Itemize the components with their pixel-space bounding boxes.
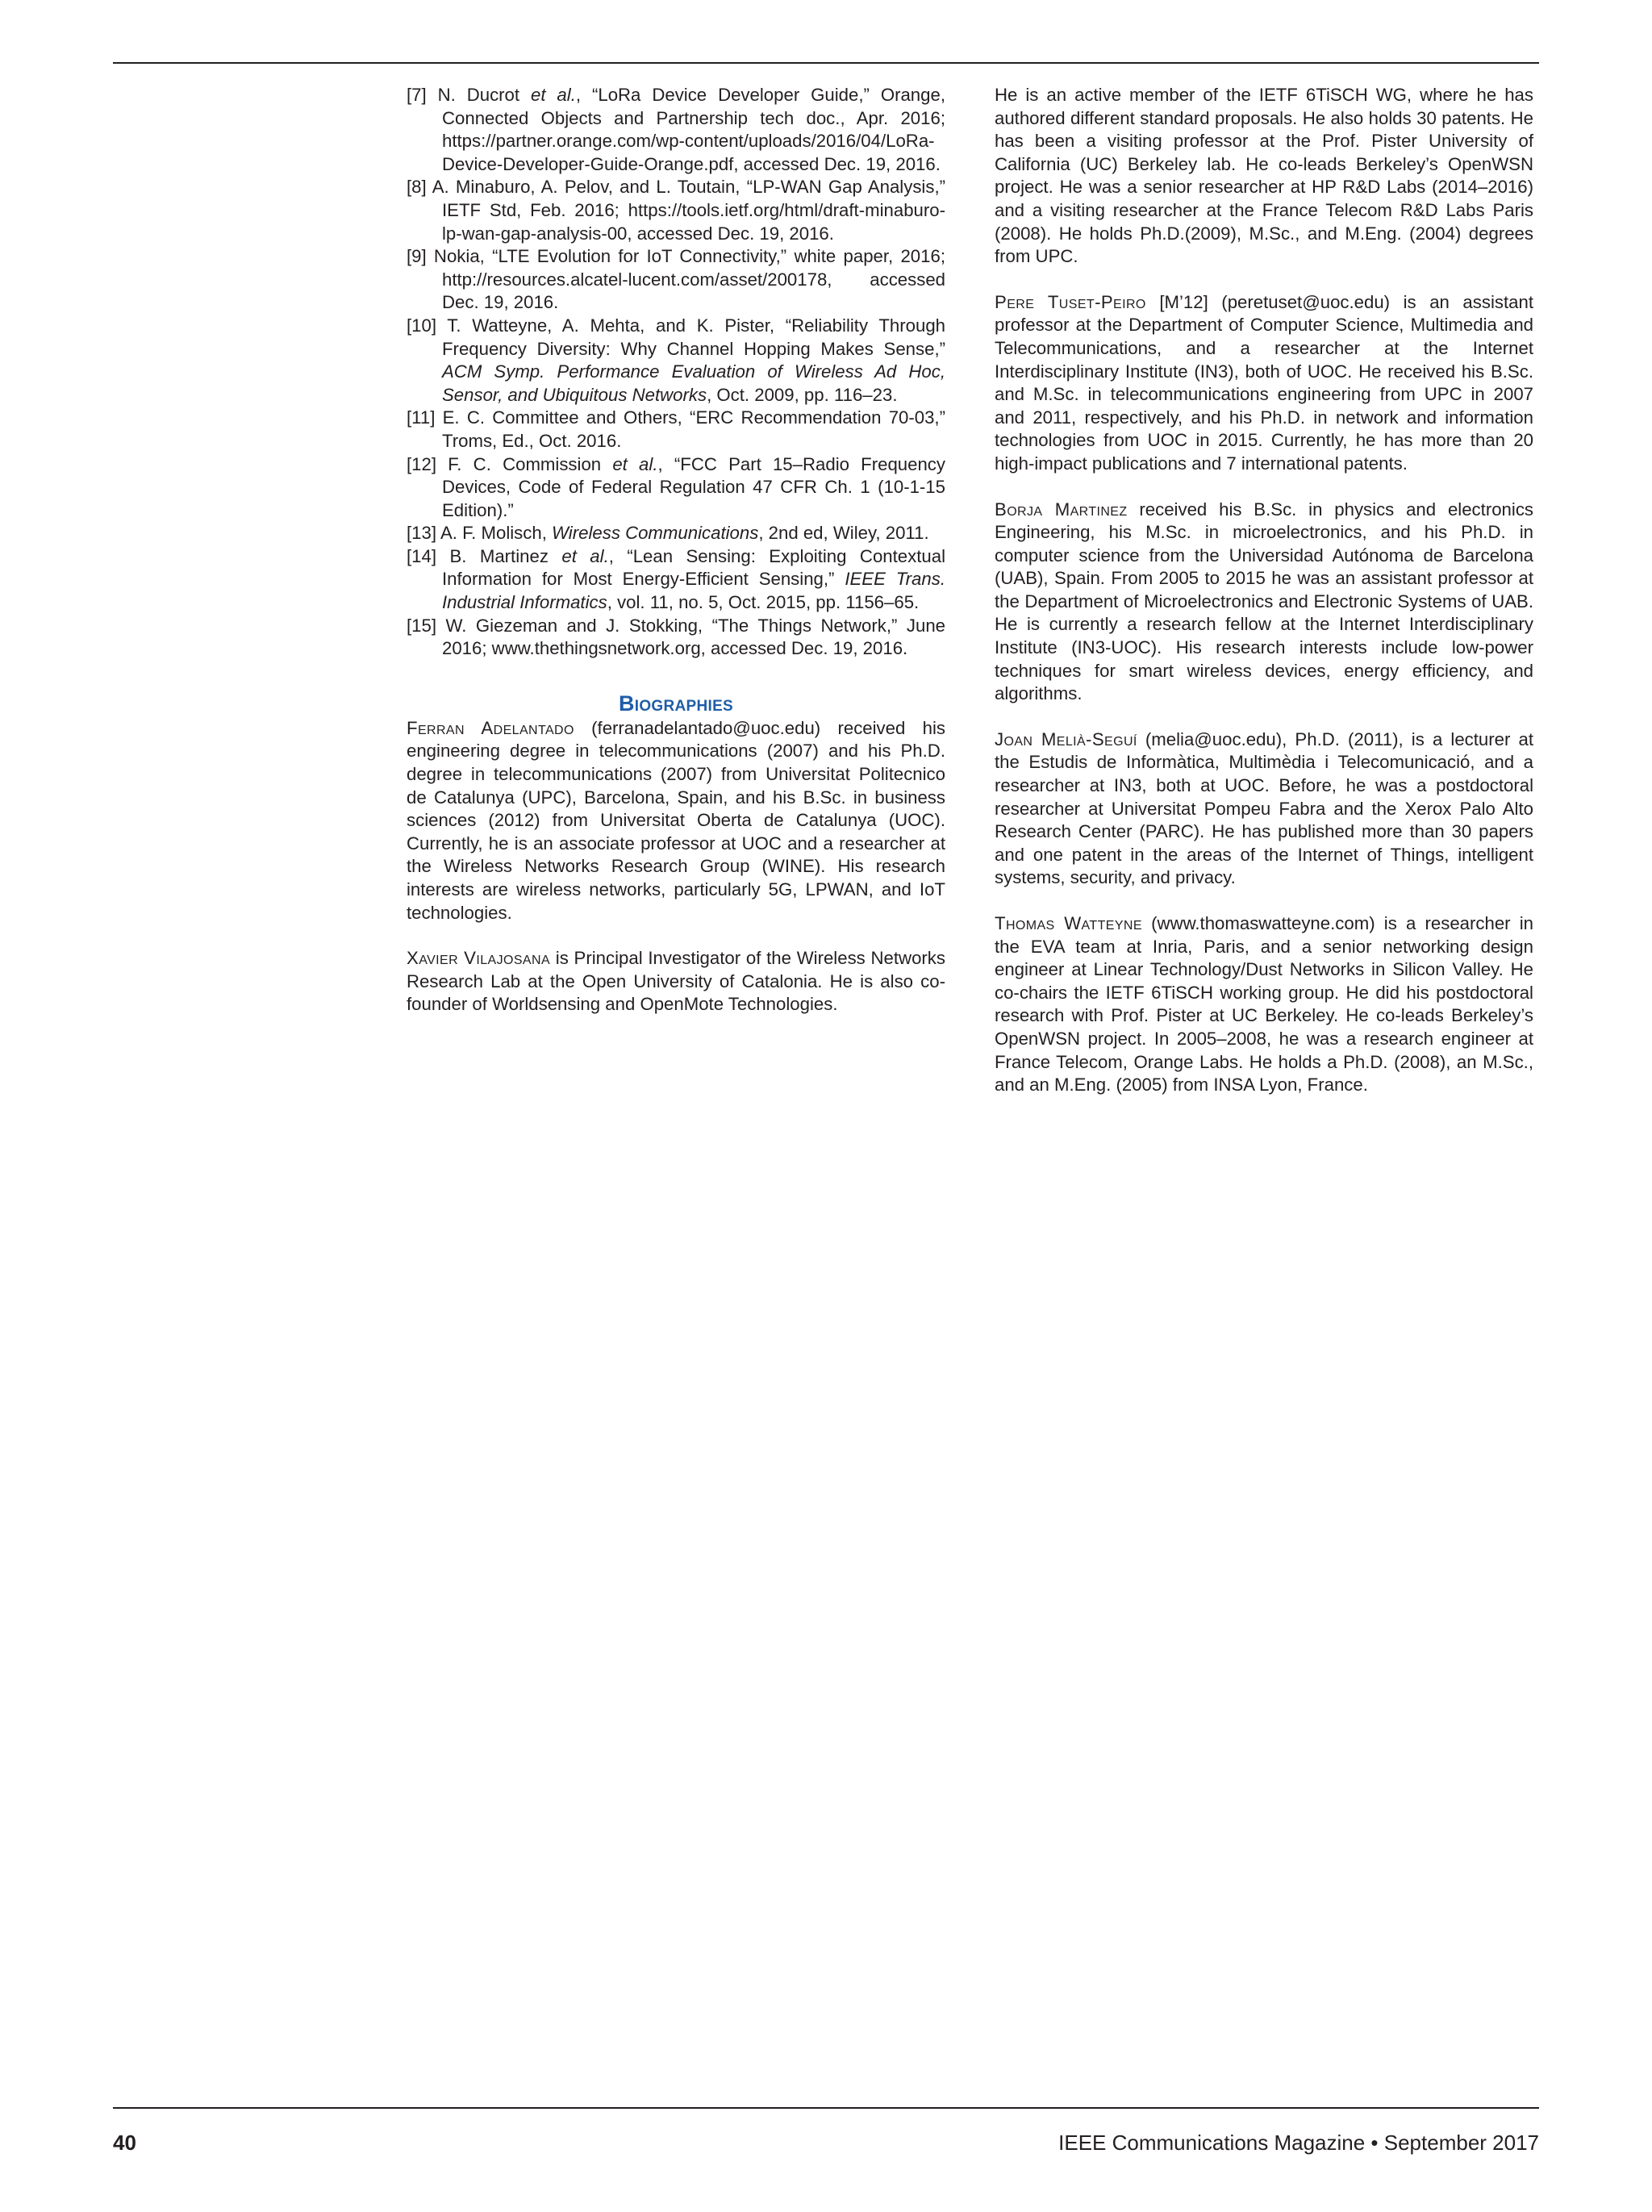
top-rule: [113, 62, 1539, 64]
author-name: Pere Tuset-Peiro: [995, 291, 1146, 312]
reference-item: [407, 453, 945, 523]
reference-item: [407, 84, 945, 176]
reference-italic-text: IEEE Trans. Industrial Informatics: [442, 569, 945, 613]
reference-item: [407, 615, 945, 661]
reference-text: [9] Nokia, “LTE Evolution for IoT Connectivity,” white paper, 2016; http://resources.alcatel-lucent.com/asset/200178, accessed Dec. 19, 2016.: [407, 246, 945, 313]
reference-italic-text: Wireless Communications: [552, 523, 759, 544]
biography-text: He is an active member of the IETF 6TiSCH WG, where he has authored different standard proposals. He also holds 30 patents. He has been a visiting professor at the Prof. Pister University of California (UC) Berkeley lab. He co-leads Berkeley’s OpenWSN project. He was a senior researcher at HP R&D Labs (2014–2016) and a visiting researcher at the France Telecom R&D Labs Paris (2008). He holds Ph.D.(2009), M.Sc., and M.Eng. (2004) degrees from UPC.: [995, 85, 1533, 267]
reference-item: [407, 245, 945, 315]
reference-text: [14] B. Martinez: [407, 545, 562, 566]
biography-text: (www.thomaswatteyne.com) is a researcher in the EVA team at Inria, Paris, and a senior networking design engineer at Linear Technology/Dust Networks in Silicon Valley. He co-chairs the IETF 6TiSCH working group. He did his postdoctoral research with Prof. Pister at UC Berkeley. He co-leads Berkeley’s OpenWSN project. In 2005–2008, he was a research engineer at France Telecom, Orange Labs. He holds a Ph.D. (2008), an M.Sc., and an M.Eng. (2005) from INSA Lyon, France.: [995, 913, 1534, 1096]
reference-text: , Oct. 2009, pp. 116–23.: [707, 384, 898, 405]
biography-text: is Principal Investigator of the Wireless Networks Research Lab at the Open University of Catalonia. He is also co-founder of Worldsensing and OpenMote Technologies.: [407, 948, 945, 1015]
biography-paragraph: [995, 84, 1533, 269]
biography-paragraph: [995, 291, 1533, 476]
biography-text: (ferranadelantado@uoc.edu) received his engineering degree in telecommunications (2007) and his Ph.D. degree in telecommunications (2007) from Universitat Politecnico de Catalunya (UPC), Barcelona, Spain, and his B.Sc. in business sciences (2012) from Universitat Oberta de Catalunya (UOC). Currently, he is an associate professor at UOC and a researcher at the Wireless Networks Research Group (WINE). His research interests are wireless networks, particularly 5G, LPWAN, and IoT technologies.: [407, 717, 945, 923]
left-column: [407, 84, 945, 1016]
reference-text: [11] E. C. Committee and Others, “ERC Recommendation 70-03,” Troms, Ed., Oct. 2016.: [407, 407, 945, 451]
biography-text: [M’12] (peretuset@uoc.edu) is an assistant professor at the Department of Computer Science, Multimedia and Telecommunications, and a researcher at the Internet Interdisciplinary Institute (IN3), both of UOC. He received his B.Sc. and M.Sc. in telecommunications engineering from UPC in 2007 and 2011, respectively, and his Ph.D. in network and information technologies from UOC in 2015. Currently, he has more than 20 high-impact publications and 7 international patents.: [995, 291, 1533, 474]
author-name: Xavier Vilajosana: [407, 948, 551, 969]
reference-list: [407, 84, 945, 661]
reference-italic-text: et al.: [561, 545, 609, 566]
author-name: Ferran Adelantado: [407, 717, 574, 738]
reference-italic-text: et al.: [612, 453, 658, 474]
author-name: Borja Martinez: [995, 499, 1128, 520]
biography-paragraph: [995, 499, 1533, 706]
reference-italic-text: et al.: [531, 85, 576, 105]
biography-text: received his B.Sc. in physics and electronics Engineering, his M.Sc. in microelectronics, and his Ph.D. in computer science from the Universidad Autónoma de Barcelona (UAB), Spain. From 2005 to 2015 he was an assistant professor at the Department of Microelectronics and Electronic Systems of UAB. He is currently a research fellow at the Internet Interdisciplinary Institute (IN3-UOC). His research interests include low-power techniques for smart wireless devices, energy efficiency, and algorithms.: [995, 499, 1534, 704]
biography-paragraph: [995, 912, 1533, 1097]
biography-paragraph: [995, 728, 1533, 890]
reference-text: , “LoRa Device Developer Guide,” Orange, Connected Objects and Partnership tech doc., Apr. 2016; https://partner.orange.com/wp-content/uploads/2016/04/LoRa-Device-Developer-Guide-Orange.pdf, accessed Dec. 19, 2016.: [442, 85, 945, 174]
page-number: 40: [113, 2131, 136, 2155]
biographies-right: [995, 84, 1533, 1097]
reference-text: [15] W. Giezeman and J. Stokking, “The Things Network,” June 2016; www.thethingsnetwork.org, accessed Dec. 19, 2016.: [407, 615, 945, 659]
reference-text: , vol. 11, no. 5, Oct. 2015, pp. 1156–65.: [607, 592, 920, 613]
reference-item: [407, 522, 945, 545]
reference-italic-text: ACM Symp. Performance Evaluation of Wireless Ad Hoc, Sensor, and Ubiquitous Networks: [442, 361, 945, 405]
reference-text: [13] A. F. Molisch,: [407, 523, 553, 544]
reference-text: [7] N. Ducrot: [407, 85, 531, 105]
reference-text: , 2nd ed, Wiley, 2011.: [758, 523, 929, 544]
author-name: Thomas Watteyne: [995, 913, 1142, 933]
biographies-heading: Biographies: [618, 691, 734, 716]
biographies-left: [407, 717, 945, 1016]
biography-paragraph: [407, 717, 945, 924]
reference-item: [407, 545, 945, 615]
reference-text: , “Lean Sensing: Exploiting Contextual Information for Most Energy-Efficient Sensing,”: [442, 545, 945, 590]
reference-text: [12] F. C. Commission: [407, 453, 613, 474]
author-name: Joan Melià-Seguí: [995, 728, 1137, 749]
biography-text: (melia@uoc.edu), Ph.D. (2011), is a lecturer at the Estudis de Informàtica, Multimèdia i Telecomunicació, and a researcher at IN3, both at UOC. Before, he was a postdoctoral researcher at Universitat Pompeu Fabra and the Xerox Palo Alto Research Center (PARC). He has published more than 30 papers and one patent in the areas of the Internet of Things, intelligent systems, security, and privacy.: [995, 728, 1533, 888]
biography-paragraph: [407, 947, 945, 1016]
reference-item: [407, 176, 945, 245]
right-column: [995, 84, 1533, 1097]
reference-text: [10] T. Watteyne, A. Mehta, and K. Pister, “Reliability Through Frequency Diversity: Why Channel Hopping Makes Sense,”: [407, 315, 945, 359]
bottom-rule: [113, 2107, 1539, 2109]
journal-footer: IEEE Communications Magazine • September 2017: [1058, 2131, 1539, 2155]
reference-item: [407, 315, 945, 407]
reference-text: [8] A. Minaburo, A. Pelov, and L. Toutain, “LP-WAN Gap Analysis,” IETF Std, Feb. 2016; https://tools.ietf.org/html/draft-minaburo-lp-wan-gap-analysis-00, accessed Dec. 19, 2016.: [407, 177, 945, 244]
reference-text: , “FCC Part 15–Radio Frequency Devices, Code of Federal Regulation 47 CFR Ch. 1 (10-1-15 Edition).”: [442, 453, 945, 520]
reference-item: [407, 407, 945, 453]
